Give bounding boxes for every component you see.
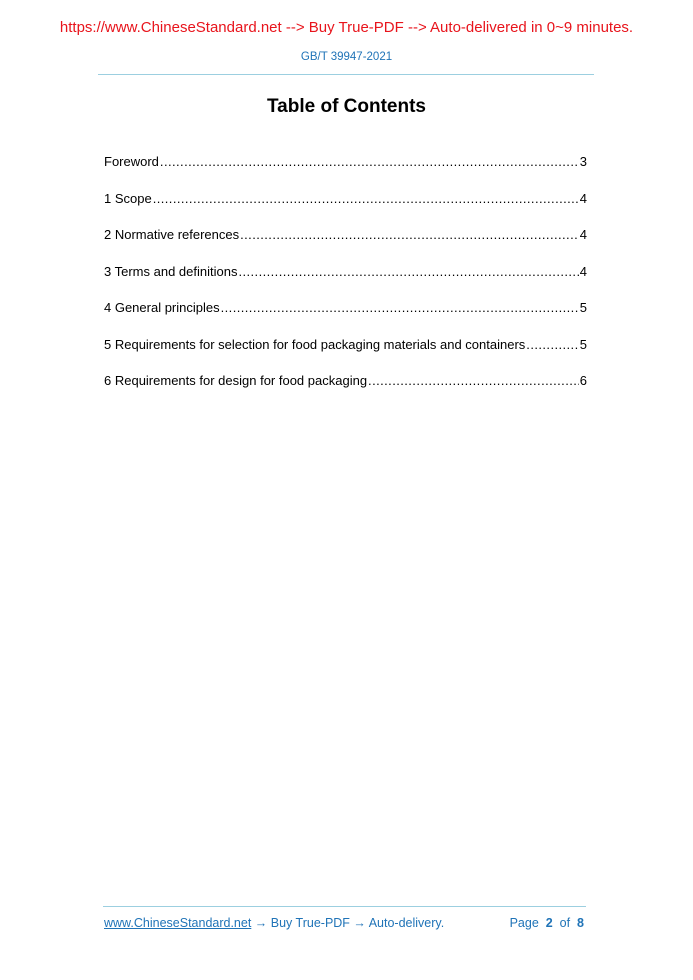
toc-title: Table of Contents xyxy=(266,96,427,117)
toc-entry-design-requirements[interactable] xyxy=(104,373,587,410)
toc-entry-page: 5 xyxy=(579,300,587,315)
header-divider xyxy=(98,74,594,75)
footer-tagline: → Buy True-PDF → Auto-delivery. xyxy=(251,916,445,930)
toc-entry-label: 4 General principles xyxy=(104,300,220,315)
top-banner-link[interactable]: https://www.ChineseStandard.net --> Buy True-PDF --> Auto-delivered in 0~9 minutes. xyxy=(59,19,634,36)
toc-entry-page: 6 xyxy=(579,373,587,388)
toc-entry-label: 2 Normative references xyxy=(104,227,240,242)
toc-dot-leader xyxy=(238,264,578,279)
toc-entry-normative-references[interactable] xyxy=(104,227,587,264)
toc-entry-general-principles[interactable] xyxy=(104,300,587,337)
table-of-contents xyxy=(104,154,587,410)
toc-entry-page: 3 xyxy=(579,154,587,169)
toc-entry-page: 5 xyxy=(579,336,587,352)
document-code: GB/T 39947-2021 xyxy=(300,51,393,63)
toc-entry-label: 1 Scope xyxy=(104,190,152,206)
page-footer xyxy=(104,916,584,930)
toc-entry-scope[interactable] xyxy=(104,191,587,228)
footer-divider xyxy=(103,906,586,907)
footer-site-link[interactable]: www.ChineseStandard.net xyxy=(104,916,252,930)
toc-dot-leader xyxy=(368,373,579,388)
page-of-word: of xyxy=(559,916,571,930)
toc-entry-foreword[interactable] xyxy=(104,154,587,191)
toc-dot-leader xyxy=(526,337,578,352)
page-indicator xyxy=(510,916,584,930)
page-word: Page xyxy=(509,916,539,930)
toc-dot-leader xyxy=(240,227,579,242)
toc-entry-label: 3 Terms and definitions xyxy=(104,263,238,279)
toc-dot-leader xyxy=(160,154,579,169)
toc-entry-label: Foreword xyxy=(104,154,159,169)
current-page-number: 2 xyxy=(545,916,553,930)
toc-entry-page: 4 xyxy=(579,227,587,242)
toc-entry-terms-definitions[interactable] xyxy=(104,264,587,301)
toc-entry-page: 4 xyxy=(579,263,587,279)
toc-entry-label: 6 Requirements for design for food packaging xyxy=(104,373,368,388)
total-page-count: 8 xyxy=(577,916,584,930)
toc-entry-page: 4 xyxy=(579,190,587,206)
toc-dot-leader xyxy=(153,191,579,206)
toc-dot-leader xyxy=(221,300,579,315)
toc-entry-label: 5 Requirements for selection for food packaging materials and containers xyxy=(104,336,526,352)
toc-entry-selection-requirements[interactable] xyxy=(104,337,587,374)
